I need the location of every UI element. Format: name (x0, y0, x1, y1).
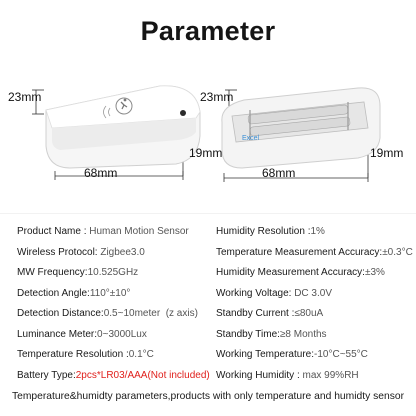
spec-product-name: Product Name : Human Motion Sensor (17, 226, 189, 237)
spec-working-voltage: Working Voltage: DC 3.0V (216, 287, 332, 299)
spec-humidity-resolution: Humidity Resolution :1% (216, 226, 325, 237)
spec-detection-distance: Detection Distance:0.5~10meter (z axis) (17, 308, 198, 319)
spec-battery-type: Battery Type:2pcs*LR03/AAA(Not included) (17, 369, 210, 381)
spec-standby-time: Standby Time:≥8 Months (216, 328, 327, 340)
spec-temperature-accuracy: Temperature Measurement Accuracy:±0.3°C (216, 246, 413, 258)
spec-working-humidity: Working Humidity : max 99%RH (216, 369, 359, 381)
spec-mw-frequency: MW Frequency:10.525GHz (17, 267, 139, 278)
spec-detection-angle: Detection Angle:110°±10° (17, 287, 131, 299)
length-dimension-right: 68mm (262, 166, 296, 180)
depth-dimension-left: 19mm (189, 146, 223, 160)
spec-luminance-meter: Luminance Meter:0~3000Lux (17, 328, 147, 340)
length-dimension-left: 68mm (84, 166, 118, 180)
spec-temperature-resolution: Temperature Resolution :0.1°C (17, 349, 154, 360)
sensor-battery-compartment-photo (208, 72, 416, 187)
spec-wireless-protocol: Wireless Protocol: Zigbee3.0 (17, 246, 145, 258)
page-title: Parameter (140, 16, 276, 46)
height-dimension-right: 23mm (200, 90, 234, 104)
svg-text:Excel: Excel (242, 135, 260, 142)
spec-working-temperature: Working Temperature:-10°C~55°C (216, 349, 368, 360)
height-dimension-left: 23mm (8, 90, 42, 104)
footer-note: Temperature&humidty parameters,products with only temperature and humidty sensor (11, 391, 405, 402)
spec-standby-current: Standby Current :≤80uA (216, 308, 324, 319)
spec-humidity-accuracy: Humidity Measurement Accuracy:±3% (216, 267, 385, 278)
depth-dimension-right: 19mm (370, 146, 404, 160)
